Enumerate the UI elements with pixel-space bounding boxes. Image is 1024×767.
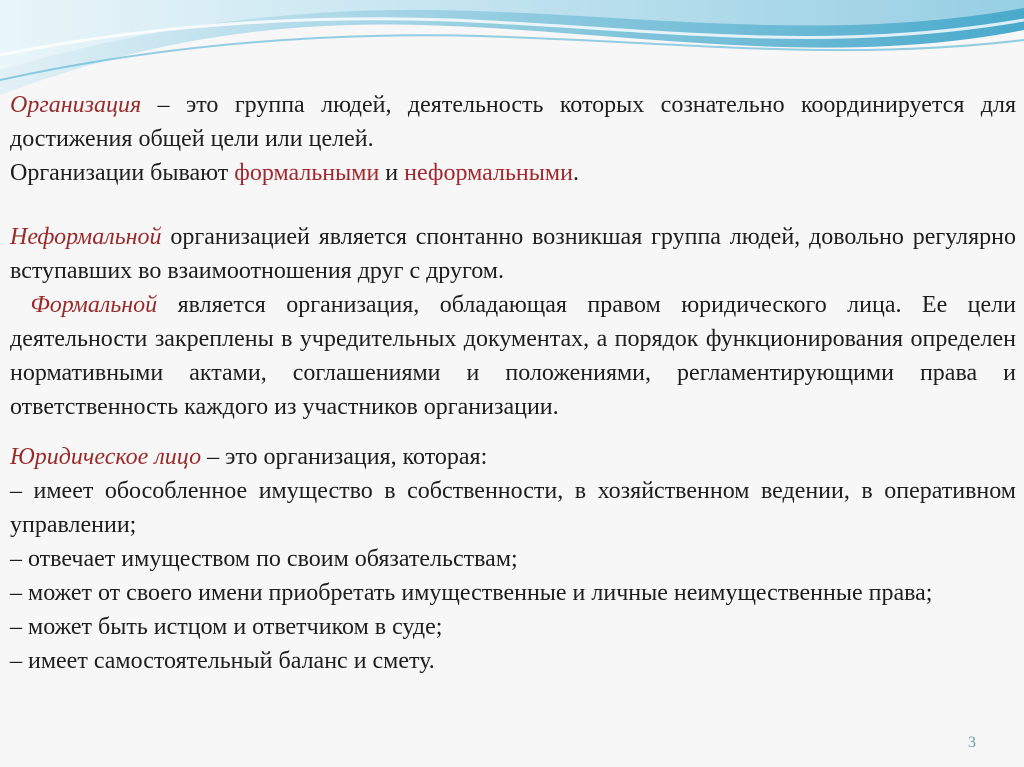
slide-body (10, 88, 1016, 678)
spacer (10, 424, 1016, 440)
formal-definition: Формальной является организация, обладающая правом юридического лица. Ее цели деятельности закреплены в учредительных документах, а порядок функционирования определен нормативными актами, соглашениями и положениями, регламентирующими права и ответственность каждого из участников организации. (10, 292, 1017, 420)
spacer (10, 190, 1016, 220)
term-informal: Неформальной (10, 224, 162, 250)
organization-types: Организации бывают формальными и неформальными. (10, 160, 579, 186)
term-formal: Формальной (30, 292, 158, 318)
list-item: – имеет самостоятельный баланс и смету. (10, 648, 435, 674)
term-organization: Организация (10, 92, 142, 118)
list-item: – имеет обособленное имущество в собственности, в хозяйственном ведении, в оперативном управлении; (10, 478, 1016, 538)
page-number: 3 (968, 734, 976, 751)
organization-definition: Организация – это группа людей, деятельность которых сознательно координируется для достижения общей цели или целей. (10, 92, 1016, 152)
legal-entity-definition: Юридическое лицо – это организация, которая: (10, 444, 488, 470)
informal-definition: Неформальной организацией является спонтанно возникшая группа людей, довольно регулярно вступавших во взаимоотношения друг с другом. (10, 224, 1016, 284)
highlight-formal: формальными (234, 160, 380, 186)
list-item: – может быть истцом и ответчиком в суде; (10, 614, 443, 640)
list-item: – отвечает имуществом по своим обязательствам; (10, 546, 518, 572)
term-legal-entity: Юридическое лицо (10, 444, 202, 470)
highlight-informal: неформальными (404, 160, 573, 186)
list-item: – может от своего имени приобретать имущественные и личные неимущественные права; (10, 580, 933, 606)
